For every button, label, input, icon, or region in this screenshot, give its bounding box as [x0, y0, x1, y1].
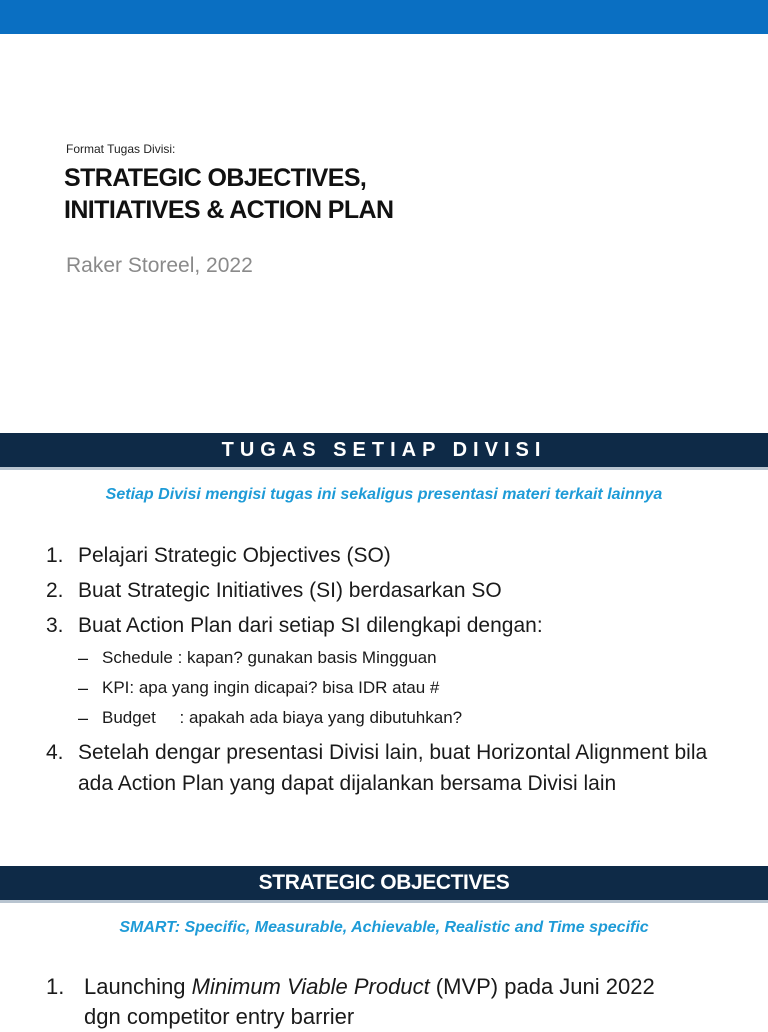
list-item-text: Buat Strategic Initiatives (SI) berdasarkan SO	[78, 579, 502, 602]
slide-kicker: Format Tugas Divisi:	[66, 142, 176, 156]
top-accent-bar	[0, 0, 768, 34]
list-item-text: Pelajari Strategic Objectives (SO)	[78, 544, 391, 567]
slide-subtitle: Raker Storeel, 2022	[66, 254, 253, 277]
slide-title-line-2: INITIATIVES & ACTION PLAN	[64, 196, 394, 224]
list-item-number: 2.	[46, 579, 64, 602]
sub-list-item	[78, 673, 736, 703]
list-item-number: 4.	[46, 741, 64, 764]
sub-list-item-text: KPI: apa yang ingin dicapai? bisa IDR atau #	[102, 678, 440, 697]
section-header-strategic-objectives: STRATEGIC OBJECTIVES	[0, 866, 768, 903]
task-list	[46, 540, 736, 803]
slide-title-line-1: STRATEGIC OBJECTIVES,	[64, 164, 367, 192]
list-item	[46, 575, 736, 606]
list-item	[46, 540, 736, 571]
sub-list-item-text: Budget : apakah ada biaya yang dibutuhkan?	[102, 708, 463, 727]
objectives-list	[46, 972, 746, 1032]
section-header-tugas: TUGAS SETIAP DIVISI	[0, 433, 768, 470]
list-item-text-post: (MVP) pada Juni 2022	[429, 974, 655, 999]
list-item-text-line2: dgn competitor entry barrier	[84, 1004, 355, 1029]
list-item	[46, 610, 736, 733]
dash-bullet: –	[78, 708, 89, 728]
sub-list-item-text: Schedule : kapan? gunakan basis Mingguan	[102, 648, 437, 667]
dash-bullet: –	[78, 648, 89, 668]
list-item	[46, 972, 746, 1032]
list-item-number: 3.	[46, 614, 64, 637]
sub-list-item	[78, 643, 736, 673]
slide-title	[64, 162, 393, 226]
list-item	[46, 737, 736, 799]
dash-bullet: –	[78, 678, 89, 698]
section-note-tugas: Setiap Divisi mengisi tugas ini sekaligus presentasi materi terkait lainnya	[105, 486, 663, 503]
sub-list-item	[78, 703, 736, 733]
sub-list	[78, 643, 736, 733]
list-item-text: Buat Action Plan dari setiap SI dilengkapi dengan:	[78, 614, 543, 637]
section-note-smart: SMART: Specific, Measurable, Achievable, Realistic and Time specific	[119, 919, 649, 936]
list-item-number: 1.	[46, 544, 64, 567]
list-item-text: Setelah dengar presentasi Divisi lain, buat Horizontal Alignment bila ada Action Plan yang dapat dijalankan bersama Divisi lain	[78, 741, 708, 795]
list-item-text-pre: Launching	[84, 974, 192, 999]
list-item-number: 1.	[46, 974, 65, 999]
list-item-text-italic: Minimum Viable Product	[191, 974, 430, 999]
